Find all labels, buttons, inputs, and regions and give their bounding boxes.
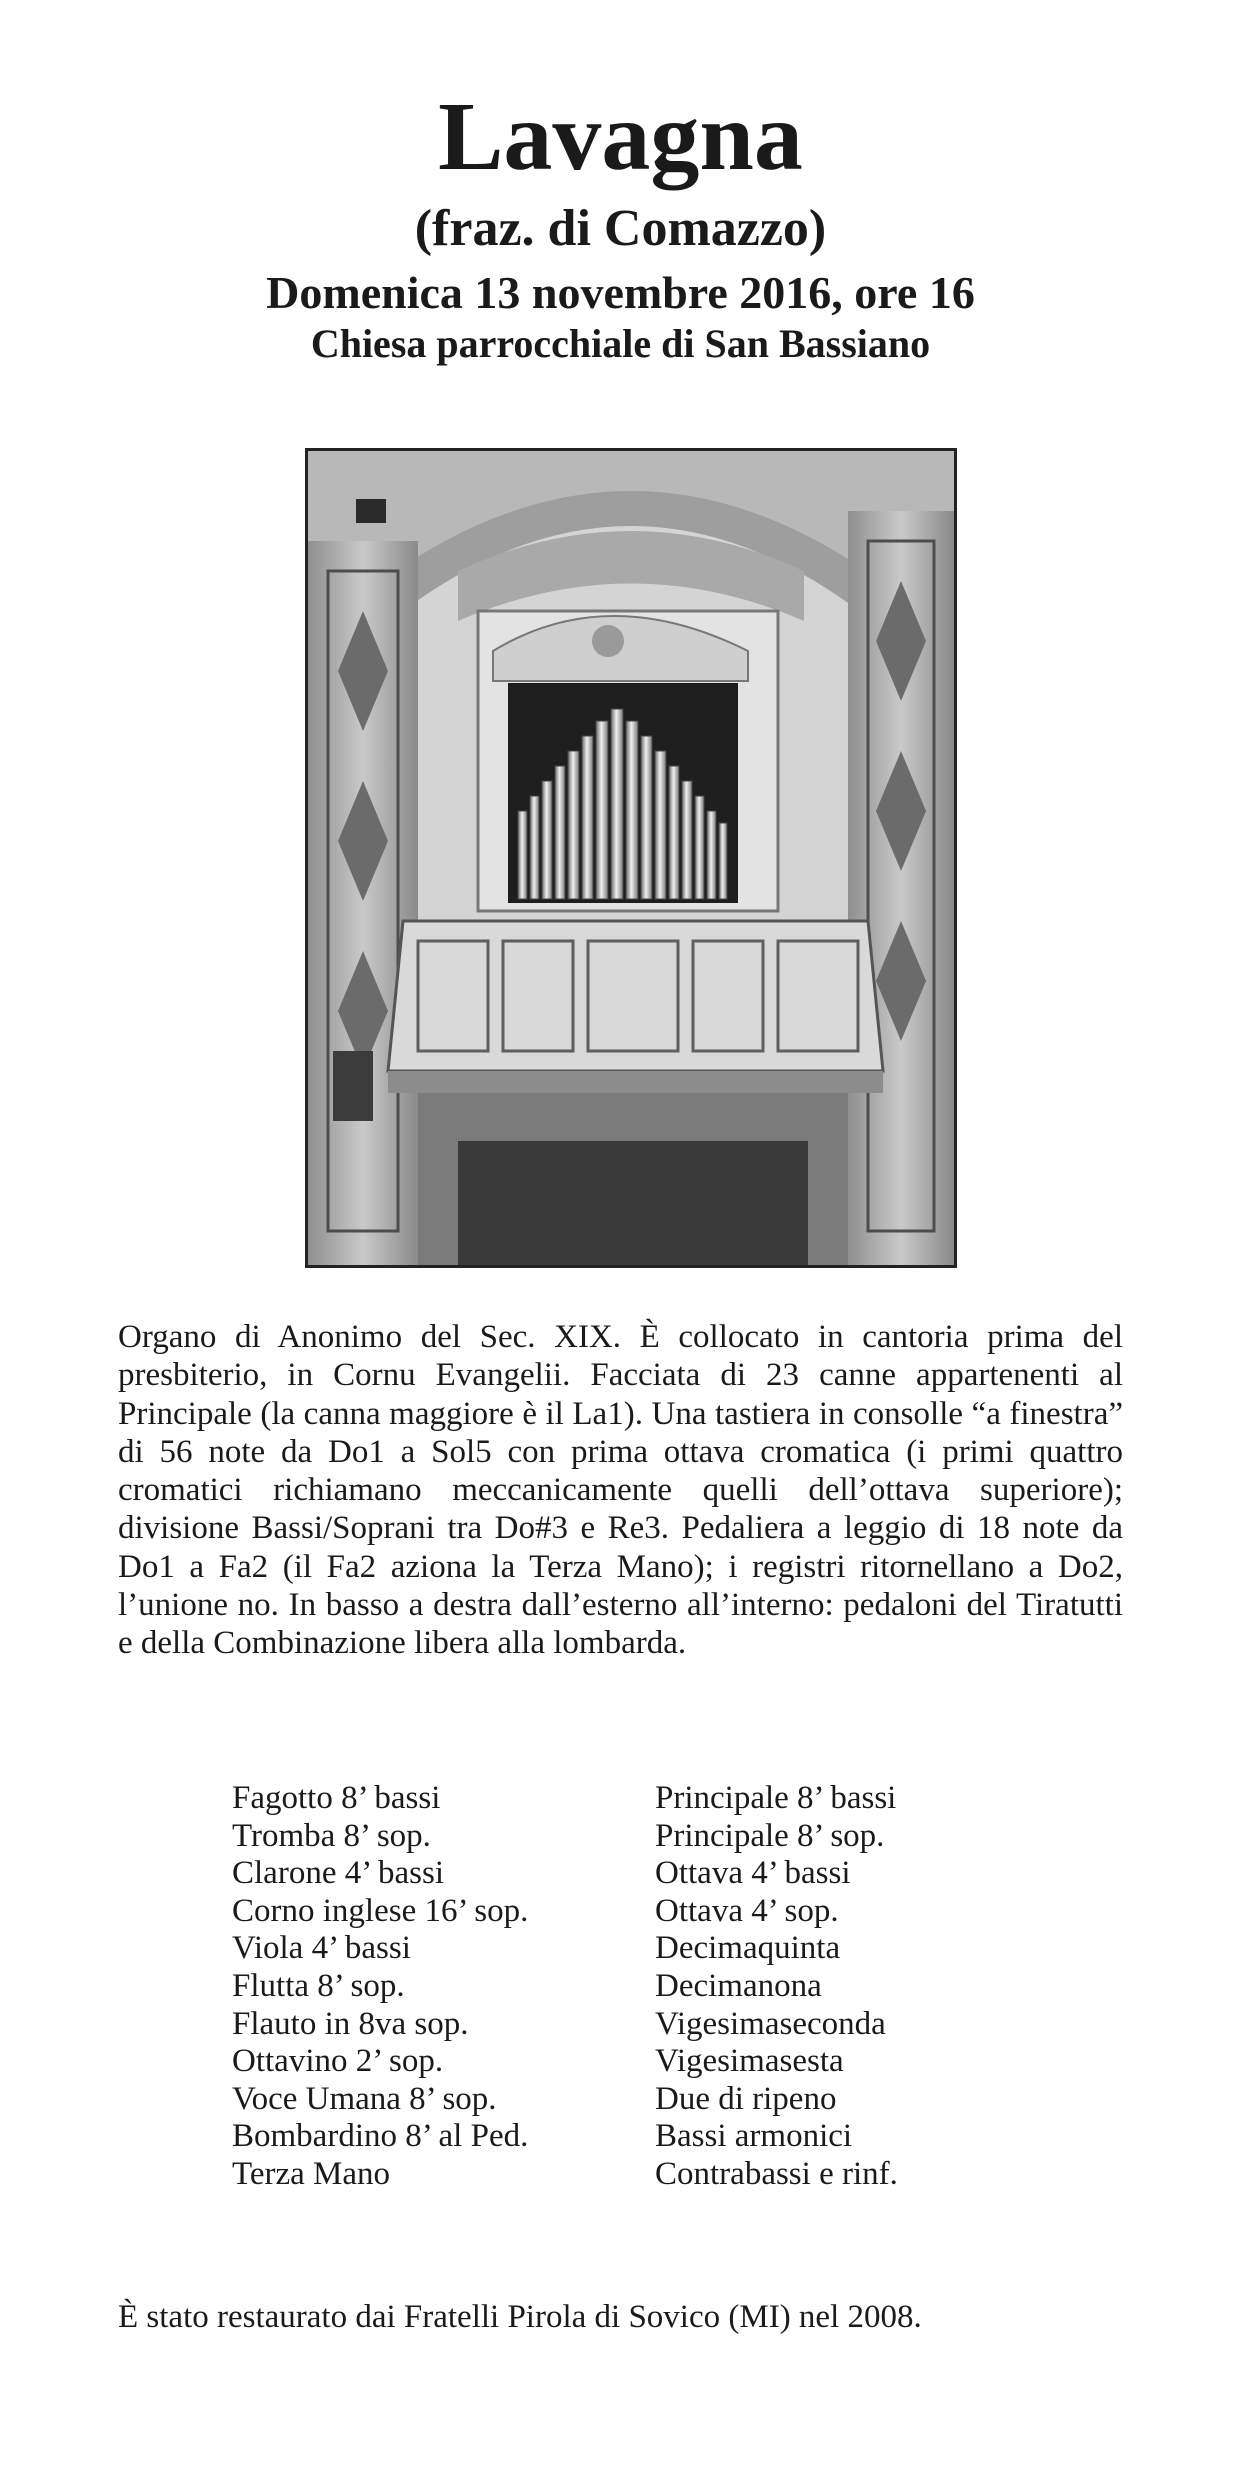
page-title: Lavagna bbox=[438, 83, 803, 191]
stop-item: Vigesimaseconda bbox=[655, 2005, 886, 2042]
stops-left-column bbox=[232, 1780, 528, 2194]
stop-item: Ottava 4’ sop. bbox=[655, 1892, 839, 1929]
restoration-note: È stato restaurato dai Fratelli Pirola di Sovico (MI) nel 2008. bbox=[118, 2299, 922, 2335]
church-name: Chiesa parrocchiale di San Bassiano bbox=[310, 321, 931, 366]
stop-item: Ottava 4’ bassi bbox=[655, 1855, 851, 1892]
organ-photo bbox=[305, 448, 957, 1268]
stop-item: Clarone 4’ bassi bbox=[232, 1855, 445, 1892]
stop-item: Decimanona bbox=[655, 1967, 822, 2004]
stop-item: Ottavino 2’ sop. bbox=[232, 2043, 444, 2080]
stop-item: Terza Mano bbox=[232, 2155, 391, 2192]
stop-item: Tromba 8’ sop. bbox=[232, 1817, 431, 1854]
stop-item: Contrabassi e rinf. bbox=[655, 2155, 898, 2192]
stop-item: Flutta 8’ sop. bbox=[232, 1967, 405, 2004]
stop-item: Decimaquinta bbox=[655, 1930, 841, 1967]
stop-item: Corno inglese 16’ sop. bbox=[232, 1892, 529, 1929]
concert-date: Domenica 13 novembre 2016, ore 16 bbox=[266, 267, 975, 318]
stop-item: Bassi armonici bbox=[655, 2118, 853, 2155]
description-text: Organo di Anonimo del Sec. XIX. È collocato in cantoria prima del presbiterio, in Cornu Evangelii. Facciata di 23 canne appartenenti al Principale (la canna maggiore è il La1). Una tastiera in consolle “a finestra” di 56 note da Do1 a Sol5 con prima ottava cromatica (i primi quattro cromatici richiamano meccanicamente quelli dell’ottava superiore); divisione Bassi/Soprani tra Do#3 e Re3. Pedaliera a leggio di 18 note da Do1 a Fa2 (il Fa2 aziona la Terza Mano); i registri ritornellano a Do2, l’unione no. In basso a destra dall’esterno all’interno: pedaloni del Tiratutti e della Combinazione libera alla lombarda. bbox=[118, 1319, 1123, 1662]
stop-item: Bombardino 8’ al Ped. bbox=[232, 2118, 529, 2155]
stop-item: Principale 8’ sop. bbox=[655, 1817, 885, 1854]
stop-item: Voce Umana 8’ sop. bbox=[232, 2080, 497, 2117]
stop-item: Principale 8’ bassi bbox=[655, 1780, 897, 1816]
stop-item: Vigesimasesta bbox=[655, 2043, 844, 2080]
page-subtitle: (fraz. di Comazzo) bbox=[414, 200, 827, 257]
stop-item: Flauto in 8va sop. bbox=[232, 2005, 469, 2042]
stops-right-column bbox=[655, 1780, 898, 2194]
stop-item: Fagotto 8’ bassi bbox=[232, 1780, 441, 1816]
stop-item: Due di ripeno bbox=[655, 2080, 837, 2117]
stop-item: Viola 4’ bassi bbox=[232, 1930, 411, 1967]
organ-description bbox=[118, 1318, 1123, 1663]
